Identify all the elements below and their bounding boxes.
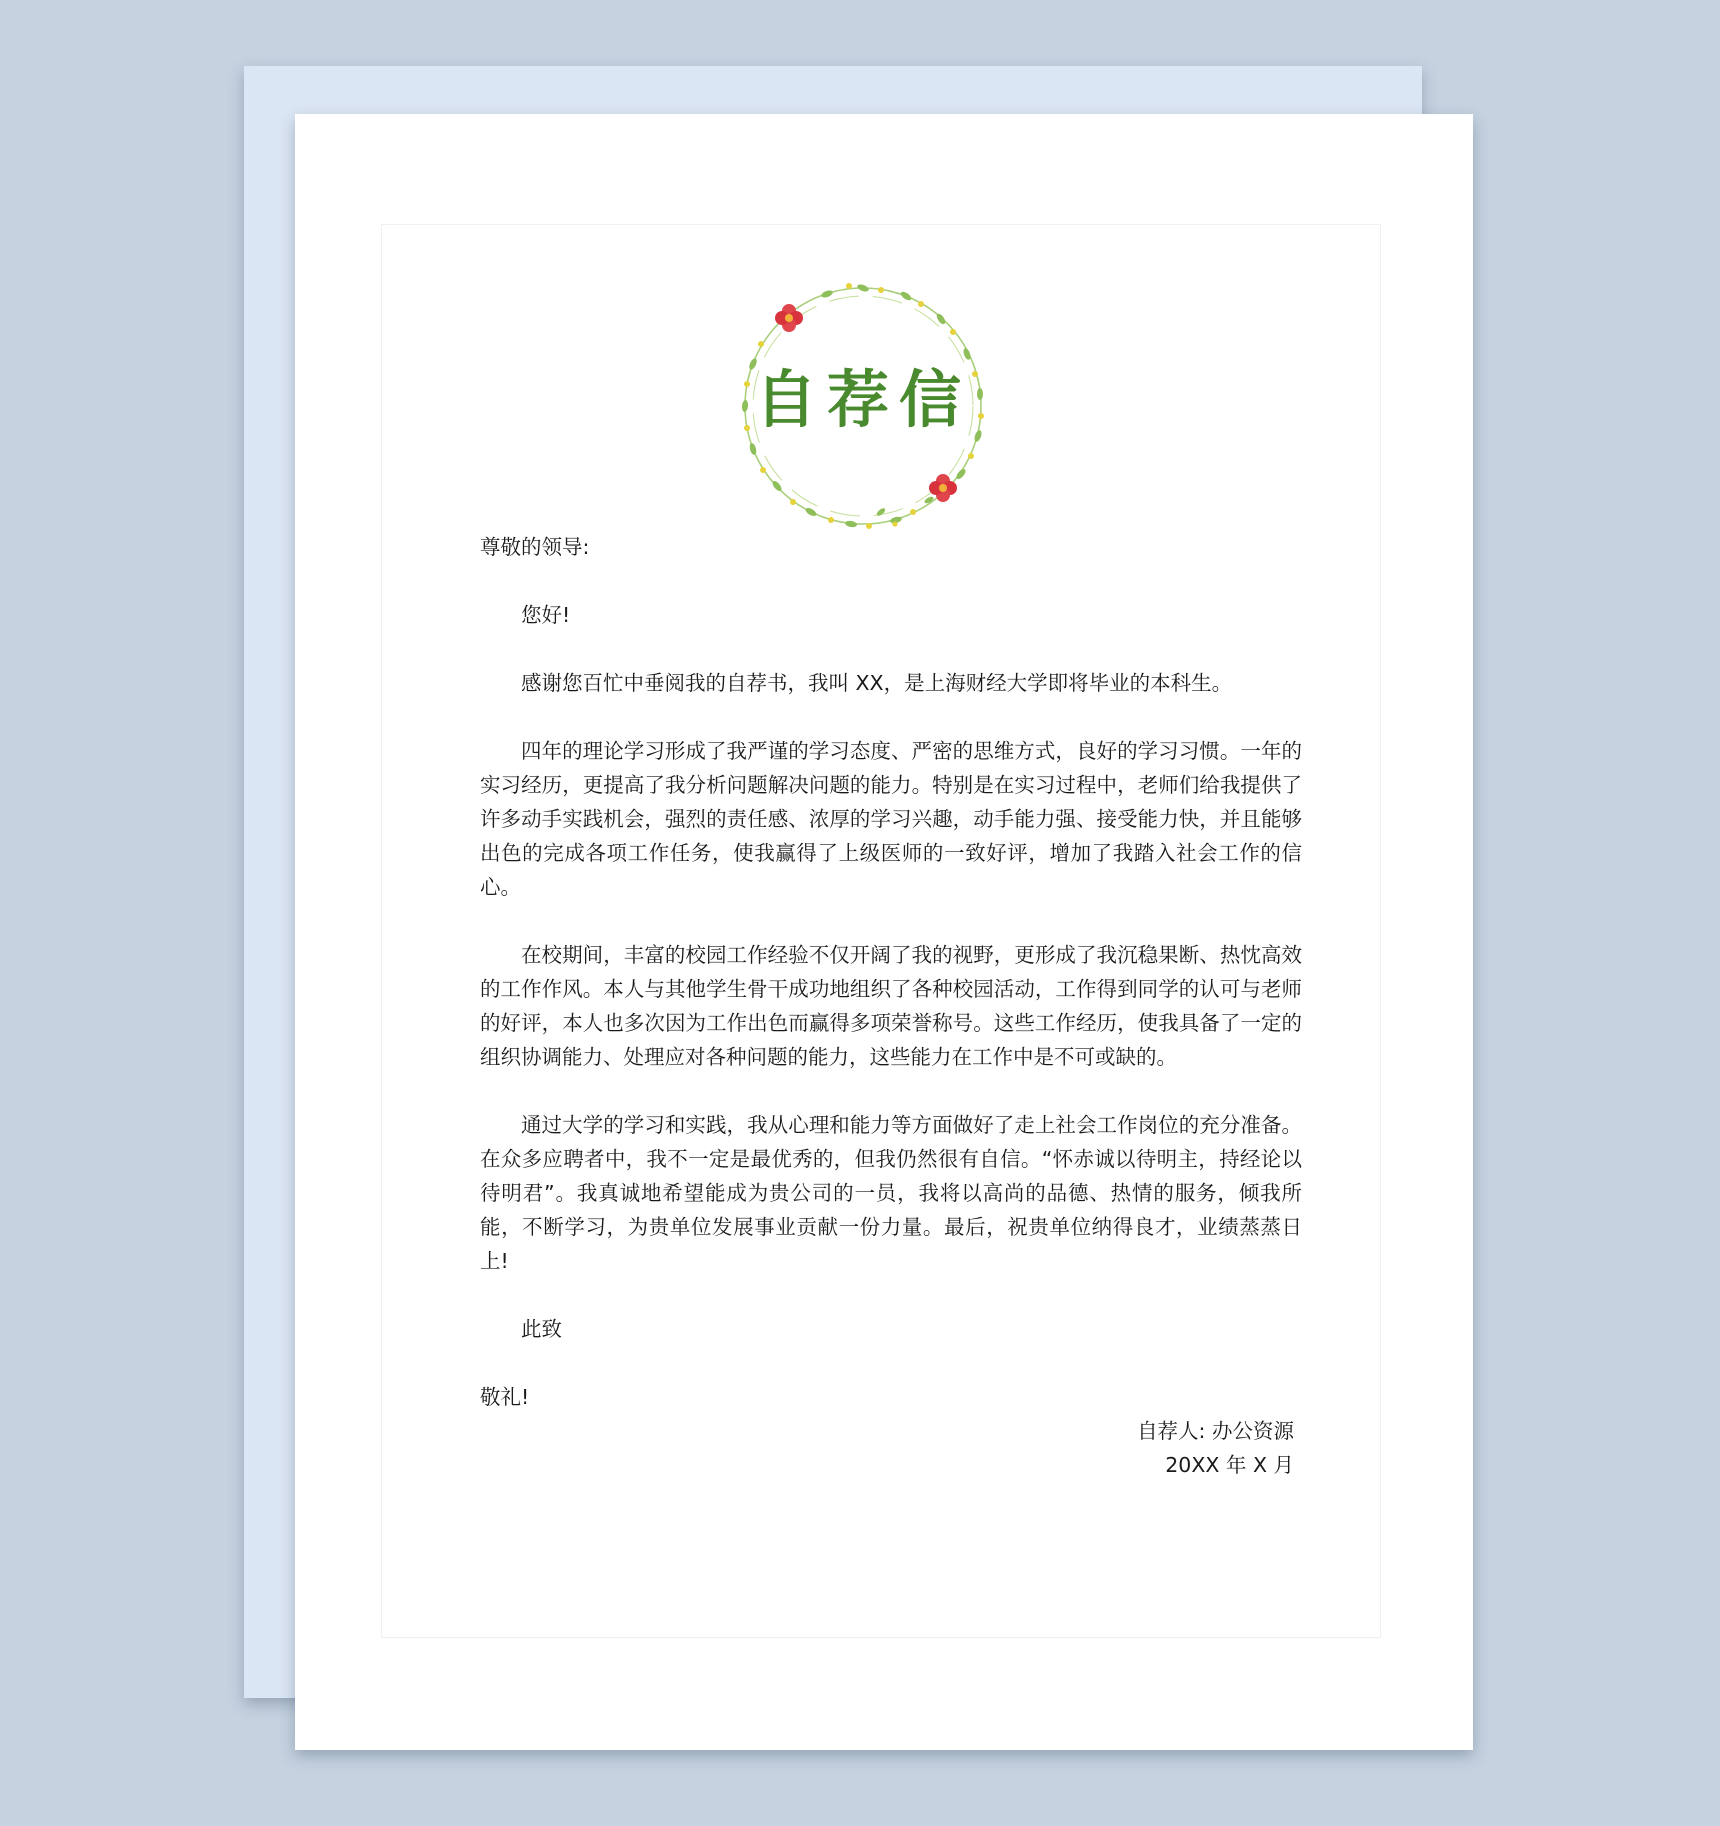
front-page bbox=[295, 114, 1473, 1750]
letter-body bbox=[480, 530, 1302, 1482]
document-title: 自荐信 bbox=[754, 363, 971, 436]
paragraph: 通过大学的学习和实践，我从心理和能力等方面做好了走上社会工作岗位的充分准备。在众多应聘者中，我不一定是最优秀的，但我仍然很有自信。“怀赤诚以待明主，持经论以待明君”。我真诚地希望能成为贵公司的一员，我将以高尚的品德、热情的服务，倾我所能，不断学习，为贵单位发展事业贡献一份力量。最后，祝贵单位纳得良才，业绩蒸蒸日上! bbox=[480, 1113, 1302, 1273]
closing-phrase: 此致 bbox=[521, 1317, 562, 1341]
paragraph: 在校期间，丰富的校园工作经验不仅开阔了我的视野，更形成了我沉稳果断、热忱高效的工作作风。本人与其他学生骨干成功地组织了各种校园活动，工作得到同学的认可与老师的好评，本人也多次因为工作出色而赢得多项荣誉称号。这些工作经历，使我具备了一定的组织协调能力、处理应对各种问题的能力，这些能力在工作中是不可或缺的。 bbox=[480, 943, 1302, 1069]
salutation: 尊敬的领导: bbox=[480, 535, 590, 559]
regards: 敬礼! bbox=[480, 1385, 530, 1409]
greeting: 您好! bbox=[521, 603, 571, 627]
date: 20XX 年 X 月 bbox=[1165, 1453, 1294, 1477]
paragraph: 四年的理论学习形成了我严谨的学习态度、严密的思维方式，良好的学习习惯。一年的实习经历，更提高了我分析问题解决问题的能力。特别是在实习过程中，老师们给我提供了许多动手实践机会，强烈的责任感、浓厚的学习兴趣，动手能力强、接受能力快，并且能够出色的完成各项工作任务，使我赢得了上级医师的一致好评，增加了我踏入社会工作的信心。 bbox=[480, 739, 1302, 899]
paragraph: 感谢您百忙中垂阅我的自荐书，我叫 XX，是上海财经大学即将毕业的本科生。 bbox=[521, 671, 1233, 695]
signature: 自荐人: 办公资源 bbox=[1137, 1419, 1294, 1443]
